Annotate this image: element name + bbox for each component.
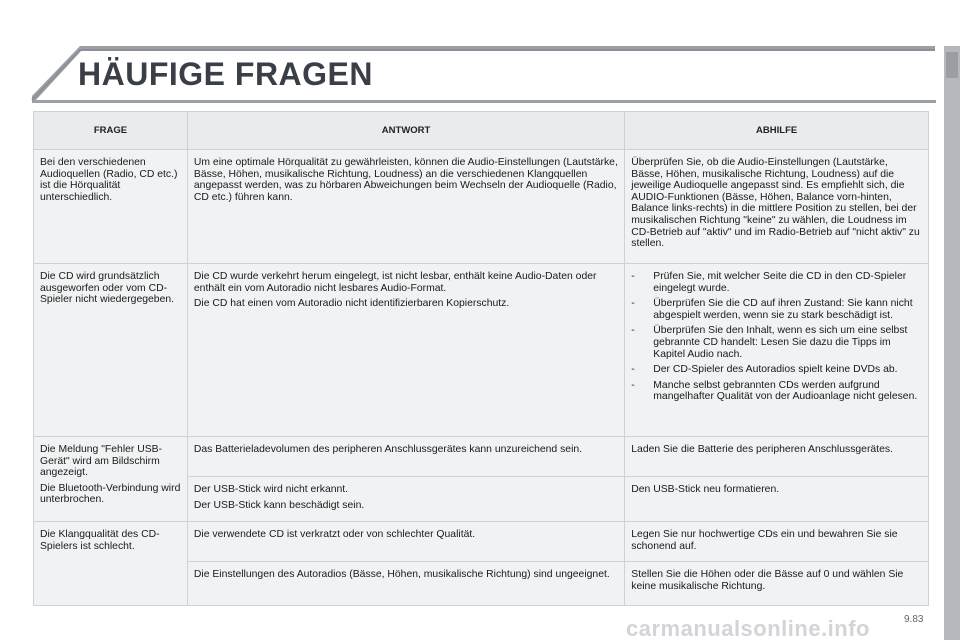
frage-cell — [34, 150, 188, 264]
antwort-text: Die CD wurde verkehrt herum eingelegt, ist nicht lesbar, enthält keine Audio-Daten oder enthält ein vom Autoradio nicht lesbares Audio-Format. — [193, 271, 597, 294]
page-title: HÄUFIGE FRAGEN — [78, 56, 373, 92]
antwort-text: Der USB-Stick wird nicht erkannt. — [193, 484, 349, 495]
frage-text: Die Bluetooth-Verbindung wird unterbrochen. — [40, 482, 181, 506]
antwort-text: Um eine optimale Hörqualität zu gewährleisten, können die Audio-Einstellungen (Lautstärke, Bässe, Höhen, musikalische Richtung, Loudness) an die verschiedenen Klangquellen angepasst werden, was zu hörbaren Abweichungen beim Wechseln der Audioquelle (Radio, CD etc.) führen kann. — [193, 157, 618, 203]
faq-table — [33, 111, 929, 606]
antwort-cell — [187, 264, 624, 437]
column-header-frage: FRAGE — [34, 112, 188, 150]
abhilfe-bullet-list — [631, 271, 922, 403]
list-item: - Manche selbst gebrannten CDs werden aufgrund mangelhafter Qualität von der Audioanlage nicht gelesen. — [631, 380, 922, 403]
side-tab-marker — [946, 52, 958, 78]
table-row — [34, 437, 929, 477]
frage-text: Die Meldung "Fehler USB-Gerät" wird am Bildschirm angezeigt. — [40, 444, 163, 479]
page-number: 9.83 — [904, 614, 924, 625]
antwort-cell — [187, 437, 624, 477]
abhilfe-cell — [625, 264, 929, 437]
abhilfe-text: Legen Sie nur hochwertige CDs ein und bewahren Sie sie schonend auf. — [631, 529, 898, 552]
antwort-text: Die CD hat einen vom Autoradio nicht identifizierbaren Kopierschutz. — [193, 298, 510, 310]
antwort-cell — [187, 562, 624, 606]
column-header-abhilfe: ABHILFE — [625, 112, 929, 150]
table-row — [34, 522, 929, 562]
watermark: carmanualsonline.info — [626, 616, 870, 641]
abhilfe-cell — [625, 150, 929, 264]
antwort-cell — [187, 150, 624, 264]
table-row — [34, 264, 929, 437]
page-header — [0, 0, 960, 110]
table-header-row — [34, 112, 929, 150]
antwort-text: Die verwendete CD ist verkratzt oder von schlechter Qualität. — [193, 529, 476, 540]
header-frame — [0, 0, 960, 110]
list-item: - Überprüfen Sie die CD auf ihren Zustand: Sie kann nicht abgespielt werden, wenn sie zu stark beschädigt ist. — [631, 298, 922, 321]
list-item: - Prüfen Sie, mit welcher Seite die CD in den CD-Spieler eingelegt wurde. — [631, 271, 922, 294]
frage-text: Die Klangqualität des CD-Spielers ist schlecht. — [40, 529, 160, 552]
abhilfe-text: Den USB-Stick neu formatieren. — [631, 484, 780, 495]
list-item: - Der CD-Spieler des Autoradios spielt keine DVDs ab. — [631, 364, 922, 376]
side-tab-bar — [944, 46, 960, 640]
list-item: - Überprüfen Sie den Inhalt, wenn es sich um eine selbst gebrannte CD handelt: Lesen Sie dazu die Tipps im Kapitel Audio nach. — [631, 325, 922, 360]
antwort-cell — [187, 522, 624, 562]
abhilfe-text: Stellen Sie die Höhen oder die Bässe auf 0 und wählen Sie keine musikalische Richtung. — [631, 569, 904, 592]
antwort-text: Der USB-Stick kann beschädigt sein. — [193, 499, 365, 511]
antwort-cell — [187, 477, 624, 522]
abhilfe-text: Überprüfen Sie, ob die Audio-Einstellungen (Lautstärke, Bässe, Höhen, musikalische Richtung, Loudness) auf die jeweilige Audioquelle angepasst sind. Es empfiehlt sich, die AUDIO-Funktionen (Bässe, Höhen, Balance vorn-hinten, Balance links-rechts) in die mittlere Position zu stellen, bei der musikalischen Richtung "keine" zu wählen, die Loudness im CD-Betrieb auf "aktiv" und im Radio-Betrieb auf "nicht aktiv" zu stellen. — [631, 157, 920, 250]
abhilfe-cell — [625, 477, 929, 522]
abhilfe-cell — [625, 522, 929, 562]
table-row — [34, 150, 929, 264]
abhilfe-cell — [625, 437, 929, 477]
column-header-antwort: ANTWORT — [187, 112, 624, 150]
frage-cell — [34, 264, 188, 437]
frage-cell — [34, 437, 188, 522]
frage-text: Die CD wird grundsätzlich ausgeworfen oder vom CD-Spieler nicht wiedergegeben. — [40, 271, 175, 306]
frage-text: Bei den verschiedenen Audioquellen (Radio, CD etc.) ist die Hörqualität unterschiedlich. — [40, 157, 178, 203]
abhilfe-text: Laden Sie die Batterie des peripheren Anschlussgerätes. — [631, 444, 893, 455]
frage-cell — [34, 522, 188, 606]
antwort-text: Die Einstellungen des Autoradios (Bässe, Höhen, musikalische Richtung) sind ungeeignet. — [193, 569, 610, 580]
abhilfe-cell — [625, 562, 929, 606]
antwort-text: Das Batterieladevolumen des peripheren Anschlussgerätes kann unzureichend sein. — [193, 444, 583, 455]
